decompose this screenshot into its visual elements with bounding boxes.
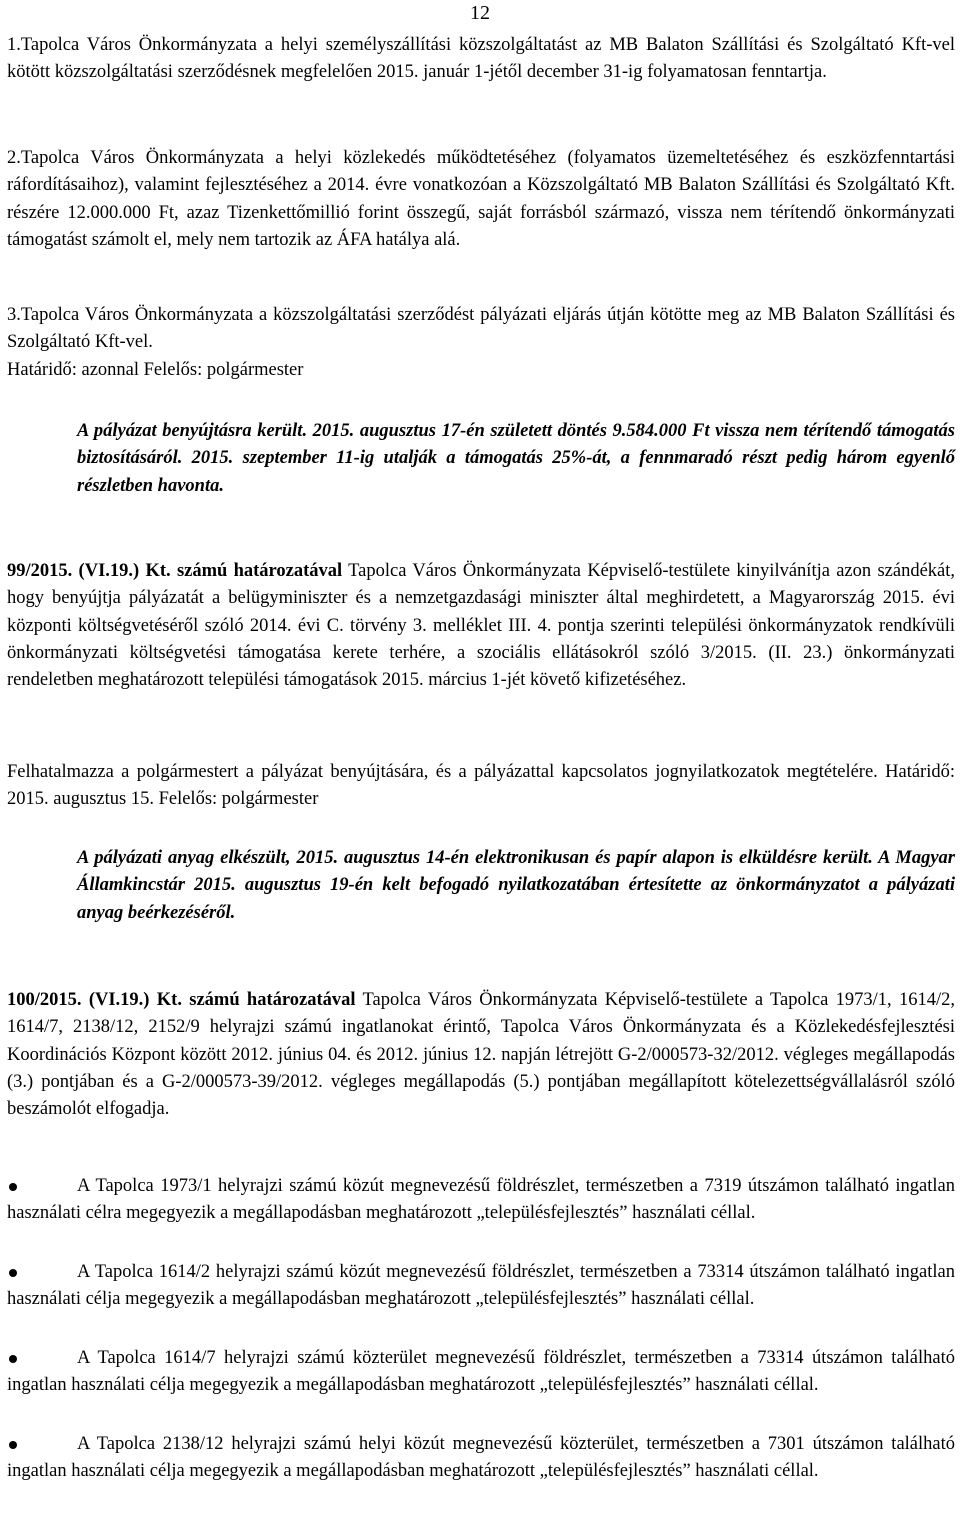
page-number: 12 bbox=[470, 2, 490, 24]
bullet-icon bbox=[7, 1259, 77, 1286]
paragraph-1: 1.Tapolca Város Önkormányzata a helyi személyszállítási közszolgáltatást az MB Balaton Szállítási és Szolgáltató Kft-vel kötött közszolgáltatási szerződésnek megfelelően 2015. január 1-jétől december 31-ig folyamatosan fenntartja. bbox=[7, 35, 955, 83]
bullet-icon bbox=[7, 1173, 77, 1200]
list-item: A Tapolca 1614/2 helyrajzi számú közút megnevezésű földrészlet, természetben a 73314 útszámon található ingatlan használati célja megegyezik a megállapodásban meghatározott „településfejlesztés” használati céllal. bbox=[7, 1259, 955, 1314]
paragraph-3: 3.Tapolca Város Önkormányzata a közszolgáltatási szerződést pályázati eljárás útján kötötte meg az MB Balaton Szállítási és Szolgáltató Kft-vel. bbox=[7, 305, 955, 353]
deadline-1: Határidő: azonnal Felelős: polgármester bbox=[7, 360, 304, 380]
note-2: A pályázati anyag elkészült, 2015. augusztus 14-én elektronikusan és papír alapon is elküldésre került. A Magyar Államkincstár 2015. augusztus 19-én kelt befogadó nyilatkozatában értesítette az önkormányzatot a pályázati anyag beérkezéséről. bbox=[77, 848, 955, 923]
resolution-100-number: 100/2015. (VI.19.) Kt. számú határozatával bbox=[7, 990, 356, 1010]
bullet-icon bbox=[7, 1345, 77, 1372]
paragraph-2: 2.Tapolca Város Önkormányzata a helyi közlekedés működtetéséhez (folyamatos üzemeltetéséhez és eszközfenntartási ráfordításaihoz), valamint fejlesztéséhez a 2014. évre vonatkozóan a Közszolgáltató MB Balaton Szállítási és Szolgáltató Kft. részére 12.000.000 Ft, azaz Tizenkettőmillió forint összegű, saját forrásból származó, vissza nem térítendő önkormányzati támogatást számolt el, mely nem tartozik az ÁFA hatálya alá. bbox=[7, 148, 955, 250]
list-item: A Tapolca 2138/12 helyrajzi számú helyi közút megnevezésű közterület, természetben a 7301 útszámon található ingatlan használati célja megegyezik a megállapodásban meghatározott „településfejlesztés” használati céllal. bbox=[7, 1431, 955, 1486]
bullet-icon bbox=[7, 1431, 77, 1458]
resolution-99-text: Tapolca Város Önkormányzata Képviselő-testülete kinyilvánítja azon szándékát, hogy benyújtja pályázatát a belügyminiszter és a nemzetgazdasági miniszter által meghirdetett, a Magyarország 2015. évi központi költségvetéséről szóló 2014. évi C. törvény 3. melléklet III. 4. pontja szerinti települési önkormányzatok rendkívüli önkormányzati költségvetési támogatása kerete terhére, a szociális ellátásokról szóló 3/2015. (II. 23.) önkormányzati rendeletben meghatározott települési támogatások 2015. március 1-jét követő kifizetéséhez. bbox=[7, 561, 955, 691]
resolution-100-text: Tapolca Város Önkormányzata Képviselő-testülete a Tapolca 1973/1, 1614/2, 1614/7, 2138/12, 2152/9 helyrajzi számú ingatlanokat érintő, Tapolca Város Önkormányzata és a Közlekedésfejlesztési Koordinációs Központ között 2012. június 04. és 2012. június 12. napján létrejött G-2/000573-32/2012. végleges megállapodás (3.) pontjában és a G-2/000573-39/2012. végleges megállapodás (5.) pontjában megállapított kötelezettségvállalásról szóló beszámolót elfogadja. bbox=[7, 990, 955, 1120]
resolution-100 bbox=[7, 987, 955, 1123]
resolution-99-authorization: Felhatalmazza a polgármestert a pályázat benyújtására, és a pályázattal kapcsolatos jognyilatkozatok megtételére. Határidő: 2015. augusztus 15. Felelős: polgármester bbox=[7, 762, 955, 810]
resolution-99 bbox=[7, 558, 955, 694]
list-item: A Tapolca 1973/1 helyrajzi számú közút megnevezésű földrészlet, természetben a 7319 útszámon található ingatlan használati célra megegyezik a megállapodásban meghatározott „településfejlesztés” használati céllal. bbox=[7, 1173, 955, 1228]
note-1: A pályázat benyújtásra került. 2015. augusztus 17-én született döntés 9.584.000 Ft vissza nem térítendő támogatás biztosításáról. 2015. szeptember 11-ig utalják a támogatás 25%-át, a fennmaradó részt pedig három egyenlő részletben havonta. bbox=[77, 421, 955, 496]
list-item: A Tapolca 1614/7 helyrajzi számú közterület megnevezésű földrészlet, természetben a 73314 útszámon található ingatlan használati célja megegyezik a megállapodásban meghatározott „településfejlesztés” használati céllal. bbox=[7, 1345, 955, 1400]
resolution-99-number: 99/2015. (VI.19.) Kt. számú határozatával bbox=[7, 561, 343, 581]
